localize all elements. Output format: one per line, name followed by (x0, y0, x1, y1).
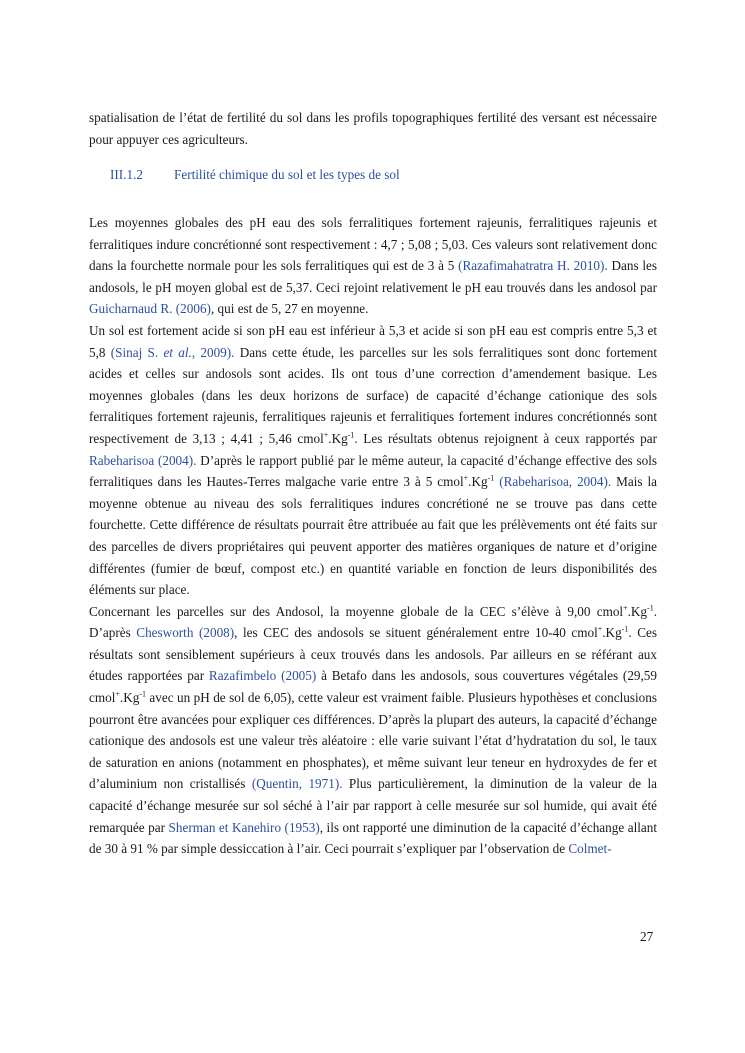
citation-link[interactable]: (Rabeharisoa, 2004). (494, 474, 612, 490)
citation-link[interactable]: Guicharnaud R. (2006) (89, 301, 211, 317)
text-span: Mais la moyenne obtenue au niveau des sols ferralitiques indures concrétioné ne se trouve pas dans cette fourchette. Cette différence de résultats pourrait être attribuée au fait que les prélèvements ont été faits sur des parcelles de divers propriétaires qui peuvent apporter des matières organiques de nature et d’origine différentes (fumier de bœuf, compost etc.) en quantité variable en fonction de leurs disponibilités des éléments sur place. (89, 474, 657, 598)
citation-link[interactable]: Colmet- (568, 841, 612, 857)
citation-link[interactable]: Rabeharisoa (2004). (89, 452, 197, 468)
superscript: + (597, 624, 603, 634)
text-span: .Kg (328, 430, 348, 446)
citation-etal: et al. (163, 344, 192, 360)
superscript: -1 (487, 473, 495, 483)
text-span: .Kg (119, 690, 140, 706)
section-heading (110, 167, 400, 183)
citation-link[interactable]: (Quentin, 1971). (251, 776, 343, 792)
text-span: . D’après (89, 603, 657, 641)
superscript: + (623, 603, 628, 613)
text-span: Dans les andosols, le pH moyen global est de 5,37. Ceci rejoint relativement le pH eau trouvés dans les andosol par (89, 258, 657, 295)
citation-link[interactable]: Chesworth (2008) (136, 625, 235, 641)
text-span: .Kg (468, 474, 488, 490)
superscript: -1 (621, 624, 629, 634)
text-span: , ils ont rapporté une diminution de la capacité d’échange allant de 30 à 91 % par simple dessiccation à l’air. Ceci pourrait s’expliquer par l’observation de (89, 819, 658, 857)
text-span: . Les résultats obtenus rejoignent à ceux rapportés par (354, 430, 657, 446)
text-span: . Ces résultats sont sensiblement supérieurs à ceux trouvés dans les andosols. Par ailleurs en se référant aux études rapportées par (89, 625, 657, 684)
superscript: -1 (139, 689, 146, 699)
page-number: 27 (640, 929, 654, 944)
text-span: avec un pH de sol de 6,05), cette valeur est vraiment faible. Plusieurs hypothèses et conclusions pourront être avancées pour expliquer ces différences. D’après la plupart des auteurs, la capacité d’échange cationique des andosols est une valeur très aléatoire : elle varie suivant l’état d’hydratation du sol, le taux de saturation en anions (notamment en phosphates), et même suivant leur teneur en hydroxydes de fer et d’aluminium non cristallisés (89, 690, 657, 792)
section-number: III.1.2 (110, 167, 143, 182)
text-span: Les moyennes globales des pH eau des sols ferralitiques fortement rajeunis, ferralitiques rajeunis et ferralitiques indure concrétionné sont respectivement : 4,7 ; 5,08 ; 5,03. Ces valeurs sont relativement donc dans la fourchette normale pour les sols ferralitiques qui est de 3 à 5 (89, 215, 657, 274)
intro-paragraph (89, 107, 657, 150)
text-span: .Kg (627, 603, 648, 619)
superscript: -1 (347, 430, 355, 440)
citation-link[interactable]: Razafimbelo (2005) (208, 668, 317, 684)
citation-part: (Sinaj S. (110, 344, 164, 360)
superscript: + (115, 689, 120, 699)
citation-link[interactable]: Sherman et Kanehiro (1953) (168, 819, 320, 835)
citation-part: , 2009). (191, 344, 235, 360)
text-span: Concernant les parcelles sur des Andosol, la moyenne globale de la CEC s’élève à 9,00 cmol (89, 603, 624, 619)
superscript: + (463, 473, 469, 483)
text-span: , les CEC des andosols se situent généralement entre 10-40 cmol (234, 625, 598, 641)
section-title: Fertilité chimique du sol et les types de sol (174, 167, 400, 182)
paragraph-cec-ferralitic (89, 320, 657, 601)
paragraph-ph (89, 212, 657, 320)
citation-link[interactable]: (Razafimahatratra H. 2010). (458, 258, 608, 274)
citation-link[interactable] (111, 345, 235, 360)
superscript: + (323, 430, 329, 440)
text-span: D’après le rapport publié par le même auteur, la capacité d’échange effective des sols ferralitiques dans les Hautes-Terres malgache varie entre 3 à 5 cmol (89, 452, 657, 490)
text-span: .Kg (602, 625, 622, 641)
text-span: Plus particulièrement, la diminution de la valeur de la capacité d’échange mesurée sur sol séché à l’air par rapport à celle mesurée sur sol humide, qui avait été remarquée par (89, 776, 657, 835)
body-text (89, 212, 657, 860)
text-span: à Betafo dans les andosols, sous couvertures végétales (29,59 cmol (89, 668, 657, 706)
superscript: -1 (647, 603, 654, 613)
text-span: Un sol est fortement acide si son pH eau est inférieur à 5,3 et acide si son pH eau est compris entre 5,3 et 5,8 (89, 322, 657, 360)
text-span: , qui est de 5, 27 en moyenne. (210, 301, 369, 317)
intro-text: spatialisation de l’état de fertilité du sol dans les profils topographiques fertilité des versant est nécessaire pour appuyer ces agriculteurs. (89, 110, 657, 147)
text-span: Dans cette étude, les parcelles sur les sols ferralitiques sont donc fortement acides et celles sur andosols sont acides. Ils ont tous d’une correction d’amendement basique. Les moyennes globales (dans les deux horizons de surface) de capacité d’échange cationique des sols ferralitiques fortement rajeunis, ferralitiques rajeunis et ferralitiques fortement indures concrétionnés sont respectivement de 3,13 ; 4,41 ; 5,46 cmol (89, 344, 657, 446)
paragraph-cec-andosol (89, 601, 657, 860)
